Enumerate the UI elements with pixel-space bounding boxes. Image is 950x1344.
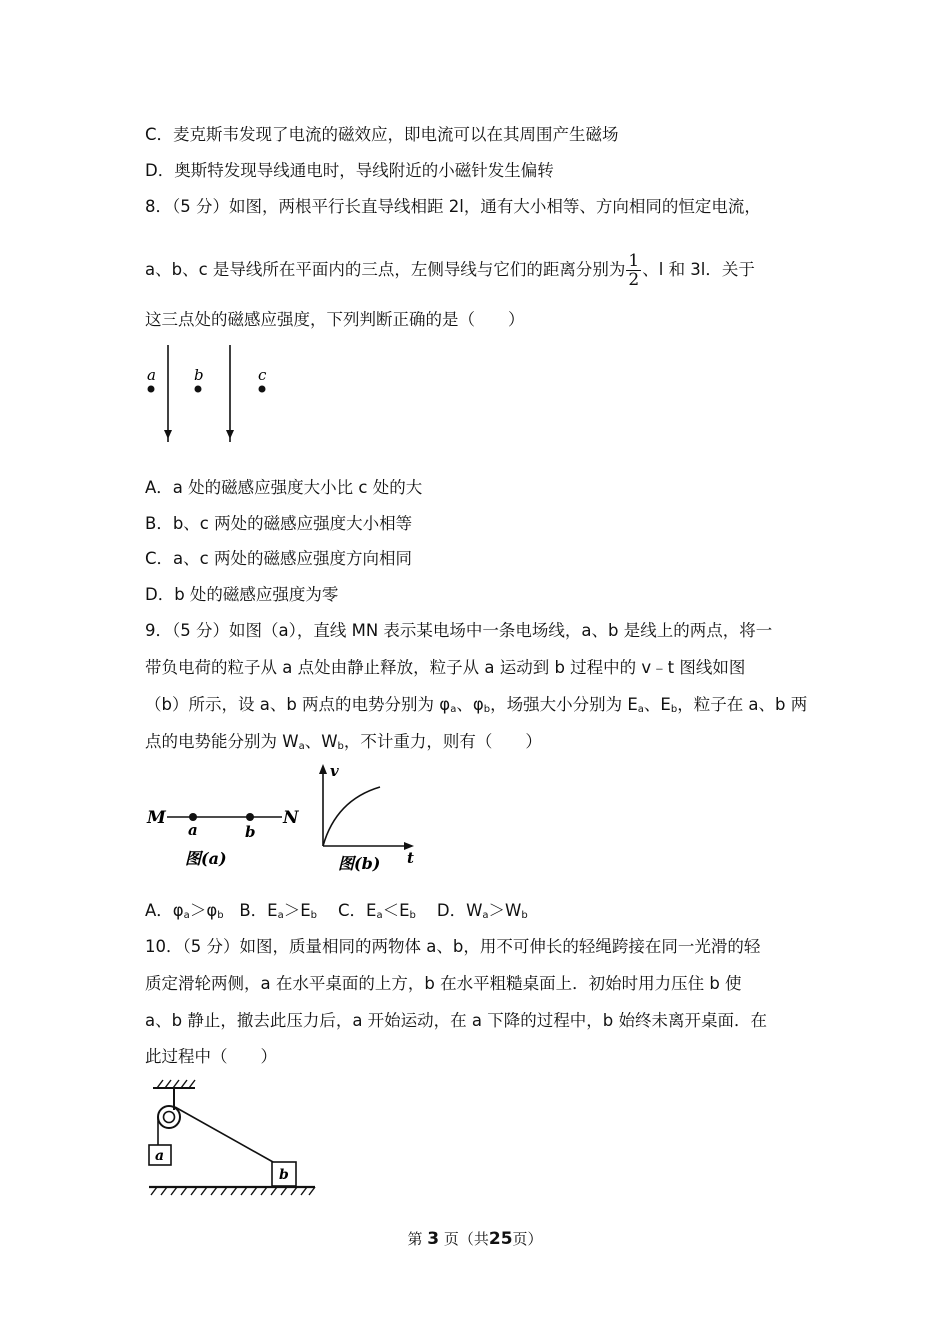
q9-line3-part2: 、φ bbox=[456, 695, 484, 714]
q8-option-d: D．b 处的磁感应强度为零 bbox=[145, 585, 339, 604]
one-half-fraction bbox=[626, 252, 641, 289]
q9-line3-part3: ，场强大小分别为 E bbox=[490, 695, 638, 714]
q8-stem-line2-pre: a、b、c 是导线所在平面内的三点，左侧导线与它们的距离分别为 bbox=[145, 260, 626, 279]
q10-stem-line2: 质定滑轮两侧，a 在水平桌面的上方，b 在水平粗糙桌面上．初始时用力压住 b 使 bbox=[145, 974, 742, 993]
pulley-axle bbox=[164, 1112, 175, 1123]
table-hatch bbox=[151, 1187, 315, 1195]
q9-option-c-part2: ＜E bbox=[382, 901, 410, 920]
sub-b: b bbox=[217, 910, 224, 921]
page-footer bbox=[0, 1228, 950, 1249]
q8-stem-line1: 8．（5 分）如图，两根平行长直导线相距 2l，通有大小相等、方向相同的恒定电流， bbox=[145, 197, 761, 216]
q9-line3-part5: ，粒子在 a、b 两 bbox=[677, 695, 808, 714]
left-wire-arrow-icon bbox=[164, 430, 172, 439]
q10-stem-line3: a、b 静止，撤去此压力后，a 开始运动，在 a 下降的过程中，b 始终未离开桌面．在 bbox=[145, 1011, 768, 1030]
point-b bbox=[195, 386, 202, 393]
q8-stem-line2-post: 、l 和 3l．关于 bbox=[642, 260, 755, 279]
pulley-wheel bbox=[158, 1106, 180, 1128]
sub-a: a bbox=[298, 741, 305, 752]
point-a bbox=[148, 386, 155, 393]
sub-a: a bbox=[277, 910, 284, 921]
q9-option-b bbox=[239, 901, 317, 920]
q9-figure-b-vt-graph bbox=[310, 760, 425, 880]
q9-option-a-part2: ＞φ bbox=[189, 901, 218, 920]
q8-stem-line2 bbox=[145, 252, 755, 289]
fraction-numerator: 1 bbox=[628, 251, 640, 271]
sub-a: a bbox=[450, 704, 457, 715]
q9-option-b-part1: B．E bbox=[239, 901, 278, 920]
q9-option-c bbox=[338, 901, 416, 920]
label-M: M bbox=[147, 808, 166, 828]
block-a-label: a bbox=[155, 1148, 165, 1164]
q8-option-a: A．a 处的磁感应强度大小比 c 处的大 bbox=[145, 478, 423, 497]
q7-option-c: C．麦克斯韦发现了电流的磁效应，即电流可以在其周围产生磁场 bbox=[145, 125, 619, 144]
sub-a: a bbox=[376, 910, 383, 921]
footer-prefix: 第 bbox=[407, 1230, 423, 1248]
q9-line3-part1: （b）所示，设 a、b 两点的电势分别为 φ bbox=[145, 695, 451, 714]
sub-b: b bbox=[670, 704, 678, 715]
q10-stem-line4: 此过程中（ ） bbox=[145, 1047, 277, 1066]
sub-a: a bbox=[637, 704, 644, 715]
right-wire-arrow-icon bbox=[226, 430, 234, 439]
sub-b: b bbox=[337, 741, 344, 752]
total-pages: 25 bbox=[488, 1229, 513, 1249]
point-c-label: c bbox=[258, 366, 267, 384]
q8-option-c: C．a、c 两处的磁感应强度方向相同 bbox=[145, 549, 412, 568]
point-b bbox=[246, 813, 254, 821]
current-page-number: 3 bbox=[427, 1229, 440, 1249]
block-b-label: b bbox=[279, 1167, 289, 1183]
q8-option-b: B．b、c 两处的磁感应强度大小相等 bbox=[145, 514, 413, 533]
q9-option-d-part1: D．W bbox=[436, 901, 483, 920]
label-N: N bbox=[283, 808, 299, 828]
point-c bbox=[259, 386, 266, 393]
q9-stem-line4 bbox=[145, 731, 542, 758]
q7-option-d: D．奥斯特发现导线通电时，导线附近的小磁针发生偏转 bbox=[145, 161, 554, 180]
q9-option-a-part1: A．φ bbox=[145, 901, 184, 920]
q9-stem-line2: 带负电荷的粒子从 a 点处由静止释放，粒子从 a 运动到 b 过程中的 v﹣t 图线如图 bbox=[145, 658, 746, 677]
q9-option-d bbox=[437, 901, 528, 920]
vt-curve bbox=[323, 787, 380, 846]
footer-middle: 页（共 bbox=[443, 1230, 489, 1248]
footer-suffix: 页） bbox=[512, 1230, 543, 1248]
point-a-label: a bbox=[147, 366, 156, 384]
q9-line4-part1: 点的电势能分别为 W bbox=[145, 732, 299, 751]
q9-stem-line1: 9．（5 分）如图（a），直线 MN 表示某电场中一条电场线，a、b 是线上的两点，将一 bbox=[145, 621, 773, 640]
v-axis-arrow-icon bbox=[319, 764, 327, 774]
sub-b: b bbox=[483, 704, 491, 715]
fraction-denominator: 2 bbox=[628, 270, 640, 290]
figure-a-caption: 图(a) bbox=[185, 849, 227, 868]
q9-figure-a-field-line bbox=[145, 795, 305, 875]
q10-stem-line1: 10．（5 分）如图，质量相同的两物体 a、b，用不可伸长的轻绳跨接在同一光滑的轻 bbox=[145, 937, 761, 956]
v-axis-label: v bbox=[330, 762, 339, 780]
figure-b-caption: 图(b) bbox=[338, 854, 381, 873]
point-a bbox=[189, 813, 197, 821]
q9-option-b-part2: ＞E bbox=[283, 901, 311, 920]
q9-line4-part3: ，不计重力，则有（ ） bbox=[343, 732, 542, 751]
sub-b: b bbox=[521, 910, 528, 921]
label-b: b bbox=[245, 823, 256, 841]
q10-figure-pulley bbox=[145, 1078, 320, 1198]
point-b-label: b bbox=[194, 366, 204, 384]
q9-options bbox=[145, 900, 528, 927]
q9-option-a bbox=[145, 901, 224, 920]
q8-stem-line3: 这三点处的磁感应强度，下列判断正确的是（ ） bbox=[145, 310, 525, 329]
t-axis-label: t bbox=[407, 849, 414, 867]
q9-line3-part4: 、E bbox=[643, 695, 671, 714]
label-a: a bbox=[188, 821, 198, 839]
q9-stem-line3 bbox=[145, 694, 807, 721]
ceiling-hatch bbox=[157, 1080, 195, 1088]
sub-b: b bbox=[409, 910, 416, 921]
rope-to-b bbox=[175, 1107, 273, 1162]
sub-a: a bbox=[183, 910, 190, 921]
sub-a: a bbox=[482, 910, 489, 921]
q8-figure-parallel-wires bbox=[140, 342, 280, 446]
q9-line4-part2: 、W bbox=[304, 732, 338, 751]
sub-b: b bbox=[310, 910, 317, 921]
q9-option-d-part2: ＞W bbox=[488, 901, 522, 920]
q9-option-c-part1: C．E bbox=[337, 901, 377, 920]
